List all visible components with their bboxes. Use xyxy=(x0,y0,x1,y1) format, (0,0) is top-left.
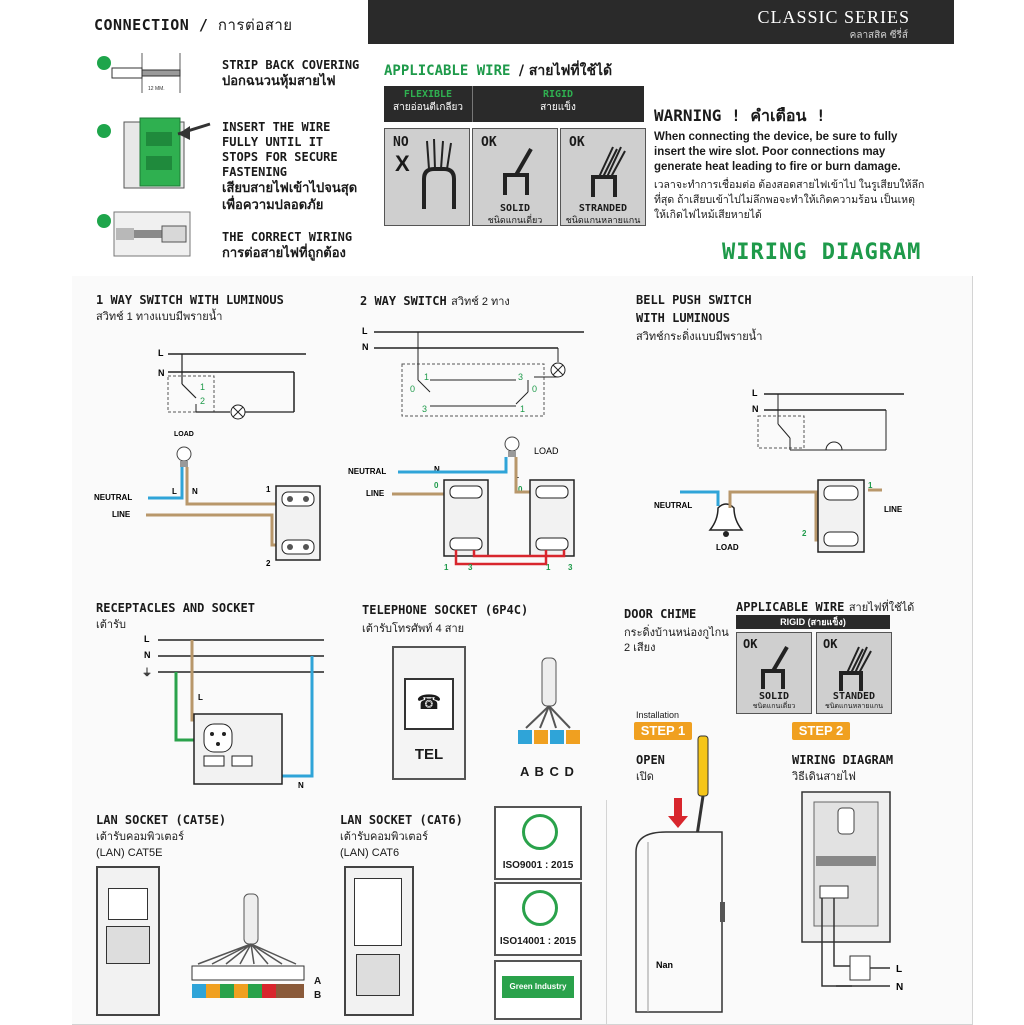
green-industry-badge: Green Industry xyxy=(494,960,582,1020)
lan5-a-label: A xyxy=(314,976,322,987)
telephone-title: TELEPHONE SOCKET (6P4C) xyxy=(362,603,529,617)
step-2-en: INSERT THE WIRE FULLY UNTIL IT STOPS FOR SECURE FASTENING xyxy=(222,120,338,179)
svg-text:1: 1 xyxy=(444,563,449,572)
two-way-switch-diagram xyxy=(346,320,606,582)
step-1-en: STRIP BACK COVERING xyxy=(222,58,360,72)
telephone-pins-label: A B C D xyxy=(520,764,575,779)
step-3-bullet xyxy=(97,214,111,228)
open-label: OPEN xyxy=(636,753,665,767)
svg-text:N: N xyxy=(896,982,904,993)
chime-wire-solid: OK SOLID ชนิดแกนเดี่ยว xyxy=(736,632,812,714)
applicable-wire-title-th: / สายไฟที่ใช้ได้ xyxy=(518,63,613,79)
step-3 xyxy=(222,230,362,262)
svg-text:2: 2 xyxy=(802,529,807,538)
door-chime-title: DOOR CHIME xyxy=(624,607,697,621)
tel-label: TEL xyxy=(414,746,444,763)
svg-text:3: 3 xyxy=(468,563,473,572)
lan6-subtitle-2: (LAN) CAT6 xyxy=(340,847,400,859)
step-3-en: THE CORRECT WIRING xyxy=(222,230,353,244)
solid-wire-icon xyxy=(497,147,537,197)
strip-measure-label: 12 MM. xyxy=(148,86,165,92)
svg-text:L: L xyxy=(158,348,164,358)
svg-text:NEUTRAL: NEUTRAL xyxy=(348,467,387,476)
svg-text:N: N xyxy=(298,781,304,790)
lan5-cable-diagram xyxy=(190,892,320,1012)
svg-text:1: 1 xyxy=(200,382,206,392)
receptacle-diagram xyxy=(72,630,346,798)
svg-text:L: L xyxy=(514,471,519,480)
step-1-bullet xyxy=(97,56,111,70)
svg-text:0: 0 xyxy=(410,384,416,394)
correct-wiring-illustration xyxy=(112,208,192,260)
svg-text:L: L xyxy=(198,693,203,702)
svg-text:LOAD: LOAD xyxy=(716,543,739,552)
chime-wiring-diagram-label-th: วิธีเดินสายไฟ xyxy=(792,771,856,783)
iso14001-logo-icon xyxy=(522,890,558,926)
open-label-th: เปิด xyxy=(636,771,654,783)
lan5-socket xyxy=(96,866,160,1016)
iso9001-badge: ISO9001 : 2015 xyxy=(494,806,582,880)
iso14001-badge: ISO14001 : 2015 xyxy=(494,882,582,956)
step-2-badge: STEP 2 xyxy=(792,722,850,740)
svg-text:L: L xyxy=(144,634,150,644)
chime-wiring-diagram-label: WIRING DIAGRAM xyxy=(792,753,894,767)
step-1 xyxy=(222,58,362,90)
one-way-subtitle: สวิทช์ 1 ทางแบบมีพรายน้ำ xyxy=(96,311,223,323)
iso9001-logo-icon xyxy=(522,814,558,850)
bell-subtitle: สวิทช์กระดิ่งแบบมีพรายน้ำ xyxy=(636,331,763,343)
svg-text:N: N xyxy=(144,650,151,660)
applicable-wire-title xyxy=(384,60,612,82)
connection-title-th: การต่อสาย xyxy=(217,16,293,34)
svg-text:⏚: ⏚ xyxy=(142,668,152,679)
svg-text:LINE: LINE xyxy=(884,505,903,514)
svg-text:1: 1 xyxy=(266,485,271,494)
rigid-label: RIGID xyxy=(542,89,574,100)
two-way-header xyxy=(360,292,510,310)
svg-text:3: 3 xyxy=(422,404,428,414)
svg-text:LOAD: LOAD xyxy=(534,446,559,456)
svg-text:0: 0 xyxy=(518,485,523,494)
wire-boxes xyxy=(384,128,644,226)
step-2-th: เสียบสายไฟเข้าไปจนสุดเพื่อความปลอดภัย xyxy=(222,181,358,213)
receptacle-title: RECEPTACLES AND SOCKET xyxy=(96,601,255,615)
svg-text:3: 3 xyxy=(518,372,524,382)
two-way-title: 2 WAY SWITCH xyxy=(360,294,447,308)
door-chime-subtitle-2: 2 เสียง xyxy=(624,642,656,654)
chime-rigid-bar: RIGID (สายแข็ง) xyxy=(736,615,890,629)
lan5-b-label: B xyxy=(314,990,322,1001)
svg-text:L: L xyxy=(896,964,903,975)
svg-text:NEUTRAL: NEUTRAL xyxy=(654,501,693,510)
svg-text:0: 0 xyxy=(532,384,538,394)
one-way-switch-diagram xyxy=(72,330,346,580)
warning-text-en: When connecting the device, be sure to fully insert the wire slot. Poor connections may generate heat leading to fire or burn damage. xyxy=(654,131,901,173)
lan5-subtitle: เต้ารับคอมพิวเตอร์ xyxy=(96,831,185,843)
step-1-th: ปอกฉนวนหุ้มสายไฟ xyxy=(222,74,336,89)
series-header xyxy=(368,0,954,44)
flexible-label: FLEXIBLE xyxy=(403,89,453,100)
svg-text:3: 3 xyxy=(568,563,573,572)
door-chime-subtitle: กระดิ่งบ้านหน่องกูไกน xyxy=(624,627,729,639)
receptacle-subtitle: เต้ารับ xyxy=(96,619,126,631)
chime-wiring-illustration xyxy=(792,786,922,1006)
stranded-wire-icon xyxy=(585,143,629,199)
one-way-title: 1 WAY SWITCH WITH LUMINOUS xyxy=(96,293,284,307)
wire-box-flexible-no: NO X xyxy=(384,128,470,226)
flexible-label-th: สายอ่อนตีเกลียว xyxy=(393,102,463,113)
svg-text:2: 2 xyxy=(200,396,206,406)
svg-text:N: N xyxy=(192,487,198,496)
insert-wire-illustration xyxy=(118,112,214,192)
bell-title: BELL PUSH SWITCH xyxy=(636,293,752,307)
svg-text:1: 1 xyxy=(520,404,526,414)
step-1-badge: STEP 1 xyxy=(634,722,692,740)
svg-text:N: N xyxy=(362,342,369,352)
wire-box-stranded-ok: OK STRANDED ชนิดแกนหลายแกน xyxy=(560,128,646,226)
svg-text:L: L xyxy=(752,388,758,398)
warning-title: WARNING ! คำเตือน ! xyxy=(654,106,826,125)
svg-text:1: 1 xyxy=(546,563,551,572)
svg-text:LINE: LINE xyxy=(366,489,385,498)
svg-text:0: 0 xyxy=(434,481,439,490)
bell-push-diagram xyxy=(606,380,972,580)
svg-text:LOAD: LOAD xyxy=(174,431,194,438)
svg-text:N: N xyxy=(158,368,165,378)
applicable-wire-title-en: APPLICABLE WIRE xyxy=(384,63,511,79)
connection-header xyxy=(72,0,368,44)
warning-text-th: เวลาจะทำการเชื่อมต่อ ต้องสอดสายไฟเข้าไป ในรูเสียบให้ลึกที่สุด ถ้าเสียบเข้าไปไม่ลึกพอจะทำให้เกิดความร้อน เป็นเหตุให้เกิดไฟไหม้เสียหายได้ xyxy=(654,179,925,221)
svg-text:LINE: LINE xyxy=(112,510,131,519)
wire-box-solid-ok: OK SOLID ชนิดแกนเดี่ยว xyxy=(472,128,558,226)
svg-text:N: N xyxy=(752,404,759,414)
svg-text:NEUTRAL: NEUTRAL xyxy=(94,493,133,502)
svg-text:L: L xyxy=(362,326,368,336)
flexible-wire-icon xyxy=(419,139,459,219)
step-2-bullet xyxy=(97,124,111,138)
chime-solid-wire-icon xyxy=(757,645,793,691)
strip-wire-illustration xyxy=(110,48,210,96)
wiring-diagram-title: WIRING DIAGRAM xyxy=(722,240,922,265)
chime-wire-stranded: OK STANDED ชนิดแกนหลายแกน xyxy=(816,632,892,714)
lan5-title: LAN SOCKET (CAT5E) xyxy=(96,813,227,827)
lan6-socket xyxy=(344,866,414,1016)
step-2 xyxy=(222,120,360,214)
svg-text:1: 1 xyxy=(868,481,873,490)
step-3-th: การต่อสายไฟที่ถูกต้อง xyxy=(222,246,346,261)
telephone-socket xyxy=(392,646,466,780)
svg-text:1: 1 xyxy=(424,372,430,382)
connection-title-sep: / xyxy=(198,16,209,34)
connection-title-en: CONNECTION xyxy=(94,16,190,34)
lan5-subtitle-2: (LAN) CAT5E xyxy=(96,847,163,859)
series-title: CLASSIC SERIES xyxy=(757,7,910,27)
chime-brand-label: Nan xyxy=(656,960,674,970)
wire-type-bar xyxy=(384,86,644,122)
lan6-subtitle: เต้ารับคอมพิวเตอร์ xyxy=(340,831,429,843)
chime-open-illustration xyxy=(626,732,746,1022)
chime-wire-title: APPLICABLE WIRE สายไฟที่ใช้ได้ xyxy=(736,600,915,614)
rigid-label-th: สายแข็ง xyxy=(540,102,576,113)
telephone-icon: ☎ xyxy=(416,692,442,714)
svg-text:2: 2 xyxy=(266,559,271,568)
series-subtitle: คลาสสิค ซีรี่ส์ xyxy=(849,30,908,41)
installation-label: Installation xyxy=(636,710,680,720)
bell-title-2: WITH LUMINOUS xyxy=(636,311,730,325)
telephone-cable-diagram xyxy=(510,656,590,766)
telephone-subtitle: เต้ารับโทรศัพท์ 4 สาย xyxy=(362,623,465,635)
lan6-title: LAN SOCKET (CAT6) xyxy=(340,813,463,827)
svg-text:N: N xyxy=(434,465,440,474)
two-way-subtitle: สวิทช์ 2 ทาง xyxy=(451,296,510,308)
svg-text:L: L xyxy=(172,487,177,496)
chime-stranded-wire-icon xyxy=(835,643,877,693)
